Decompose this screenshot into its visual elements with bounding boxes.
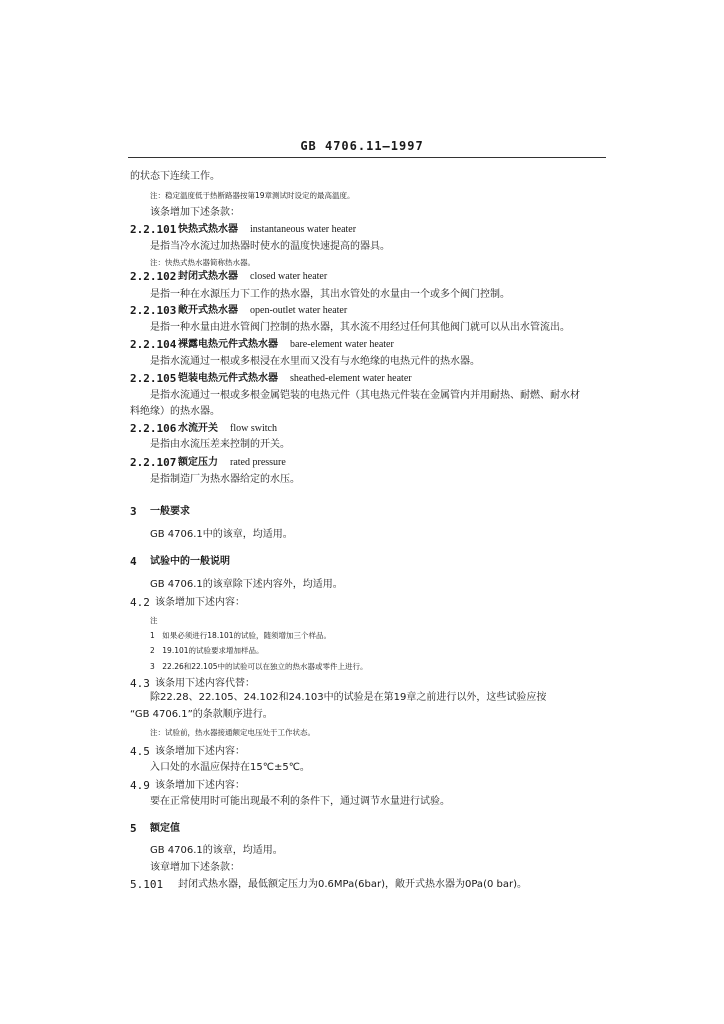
clause-number: 2.2.104 (130, 338, 177, 351)
clause-number: 2.2.105 (130, 372, 177, 385)
paragraph-text: 是指一种在水源压力下工作的热水器，其出水管处的水量由一个或多个阀门控制。 (150, 289, 510, 300)
paragraph-text: 注：稳定温度低于热断路器按第19章测试时设定的最高温度。 (150, 191, 355, 200)
clause-number: 2.2.106 (130, 422, 177, 435)
paragraph-text: 注：试验前，热水器接通额定电压处于工作状态。 (150, 728, 315, 737)
paragraph-text: 2 19.101的试验要求增加样品。 (150, 646, 264, 655)
clause-number: 4.3 (130, 677, 150, 690)
clause-text: 水流开关 flow switch (178, 423, 277, 434)
clause-text: 一般要求 (150, 506, 190, 517)
paragraph-text: 注 (150, 616, 158, 625)
paragraph-text: GB 4706.1的该章除下述内容外，均适用。 (150, 579, 343, 590)
clause-number: 4.9 (130, 779, 150, 792)
paragraph-text: 注：快热式热水器简称热水器。 (150, 258, 255, 267)
paragraph-text: 要在正常使用时可能出现最不利的条件下，通过调节水量进行试验。 (150, 796, 450, 807)
paragraph-text: 入口处的水温应保持在15℃±5℃。 (150, 762, 310, 773)
paragraph-text: 是指当冷水流过加热器时使水的温度快速提高的器具。 (150, 241, 390, 252)
english-term: sheathed-element water heater (290, 373, 412, 384)
english-term: rated pressure (230, 457, 286, 468)
paragraph-text: GB 4706.1中的该章，均适用。 (150, 529, 293, 540)
paragraph-text: 是指水流通过一根或多根金属铠装的电热元件（其电热元件装在金属管内并用耐热、耐燃、耐水材 (150, 390, 580, 401)
paragraph-text: 该章增加下述条款： (150, 862, 240, 873)
clause-number: 2.2.103 (130, 304, 177, 317)
clause-text: 铠装电热元件式热水器 sheathed-element water heater (178, 373, 412, 384)
paragraph-text: 1 如果必须进行18.101的试验，随须增加三个样品。 (150, 631, 332, 640)
english-term: instantaneous water heater (250, 224, 357, 235)
paragraph-text: 料绝缘）的热水器。 (130, 406, 220, 417)
clause-number: 4 (130, 555, 137, 568)
clause-text: 该条增加下述内容： (155, 746, 245, 757)
clause-number: 4.2 (130, 596, 150, 609)
english-term: closed water heater (250, 271, 328, 282)
paragraph-text: 除22.28、22.105、24.102和24.103中的试验是在第19章之前进行以外，这些试验应按 (150, 692, 547, 703)
clause-number: 5 (130, 822, 137, 835)
paragraph-text: 的状态下连续工作。 (130, 171, 220, 182)
page-header: GB 4706.11—1997 (300, 139, 424, 153)
clause-number: 4.5 (130, 745, 150, 758)
english-term: open-outlet water heater (250, 305, 348, 316)
clause-number: 2.2.102 (130, 270, 177, 283)
clause-text: 该条用下述内容代替： (155, 678, 255, 689)
paragraph-text: 是指制造厂为热水器给定的水压。 (150, 474, 300, 485)
clause-text: 该条增加下述内容： (155, 780, 245, 791)
clause-text: 额定值 (150, 823, 180, 834)
clause-number: 5.101 (130, 878, 164, 891)
english-term: flow switch (230, 423, 277, 434)
clause-text: 试验中的一般说明 (150, 556, 230, 567)
paragraph-text: GB 4706.1的该章，均适用。 (150, 845, 283, 856)
clause-text: 快热式热水器 instantaneous water heater (178, 224, 357, 235)
clause-text: 额定压力 rated pressure (178, 457, 286, 468)
clause-text: 封闭式热水器 closed water heater (178, 271, 328, 282)
clause-number: 2.2.107 (130, 456, 177, 469)
paragraph-text: 该条增加下述条款： (150, 207, 240, 218)
english-term: bare-element water heater (290, 339, 394, 350)
clause-text: 裸露电热元件式热水器 bare-element water heater (178, 339, 394, 350)
clause-text: 封闭式热水器，最低额定压力为0.6MPa(6bar)，敞开式热水器为0Pa(0 bar)。 (178, 879, 527, 890)
header-rule (128, 157, 606, 158)
clause-text: 敞开式热水器 open-outlet water heater (178, 305, 348, 316)
clause-text: 该条增加下述内容： (155, 597, 245, 608)
paragraph-text: 3 22.26和22.105中的试验可以在独立的热水器或零件上进行。 (150, 662, 368, 671)
paragraph-text: 是指由水流压差来控制的开关。 (150, 439, 290, 450)
clause-number: 3 (130, 505, 137, 518)
paragraph-text: 是指水流通过一根或多根浸在水里而又没有与水绝缘的电热元件的热水器。 (150, 356, 480, 367)
clause-number: 2.2.101 (130, 223, 177, 236)
paragraph-text: 是指一种水量由进水管阀门控制的热水器，其水流不用经过任何其他阀门就可以从出水管流出。 (150, 322, 570, 333)
paragraph-text: “GB 4706.1”的条款顺序进行。 (130, 709, 273, 720)
